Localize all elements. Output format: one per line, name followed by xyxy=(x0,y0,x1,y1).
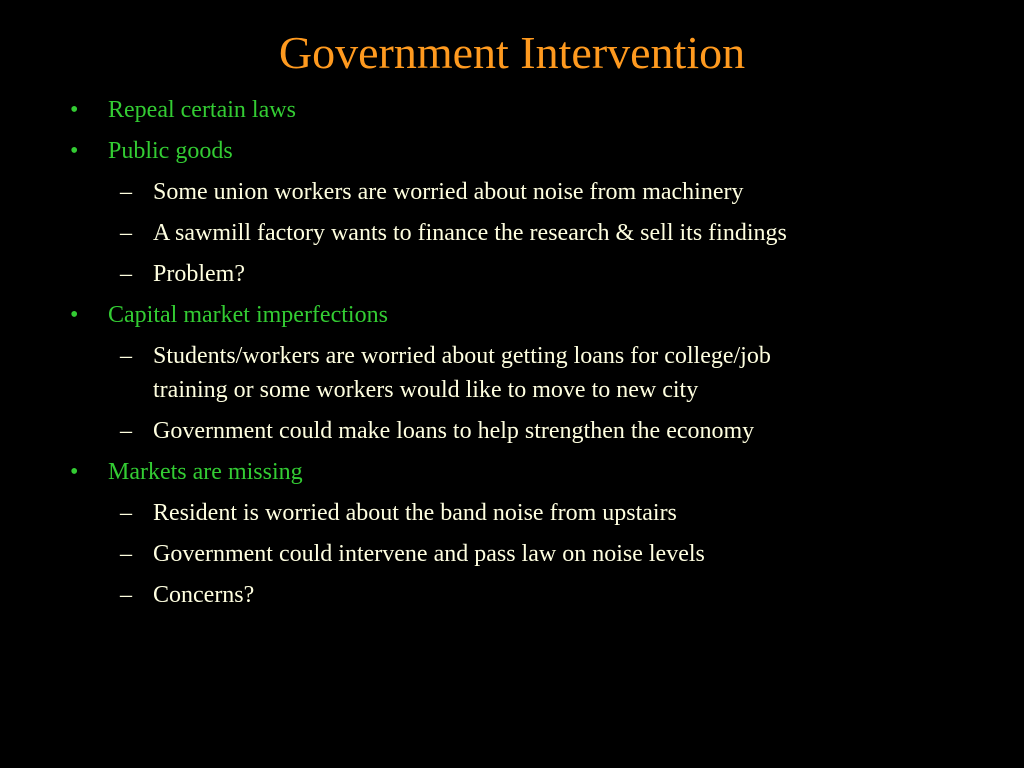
sub-item-text: Some union workers are worried about noise from machinery xyxy=(153,179,744,205)
bullet-text: Repeal certain laws xyxy=(108,97,296,123)
sub-item-text: Concerns? xyxy=(153,582,255,608)
sub-item-text: Resident is worried about the band noise from upstairs xyxy=(153,500,677,526)
sub-marker: – xyxy=(120,343,132,369)
bullet-marker: • xyxy=(70,138,79,164)
sub-marker: – xyxy=(120,418,132,444)
sub-marker: – xyxy=(120,500,132,526)
sub-marker: – xyxy=(120,179,132,205)
sub-item-text: Government could intervene and pass law on noise levels xyxy=(153,541,705,567)
sub-item-text: Problem? xyxy=(153,261,245,287)
sub-item-text: A sawmill factory wants to finance the research & sell its findings xyxy=(153,220,787,246)
sub-item-text: Students/workers are worried about getting loans for college/job xyxy=(153,343,771,369)
sub-item-text: Government could make loans to help strengthen the economy xyxy=(153,418,755,444)
bullet-text: Markets are missing xyxy=(108,459,303,485)
sub-marker: – xyxy=(120,220,132,246)
sub-marker: – xyxy=(120,261,132,287)
bullet-marker: • xyxy=(70,459,79,485)
bullet-marker: • xyxy=(70,302,79,328)
sub-marker: – xyxy=(120,582,132,608)
bullet-text: Capital market imperfections xyxy=(108,302,388,328)
slide-title: Government Intervention xyxy=(278,27,746,78)
sub-marker: – xyxy=(120,541,132,567)
bullet-text: Public goods xyxy=(108,138,233,164)
bullet-marker: • xyxy=(70,97,79,123)
sub-item-text: training or some workers would like to move to new city xyxy=(153,377,699,403)
